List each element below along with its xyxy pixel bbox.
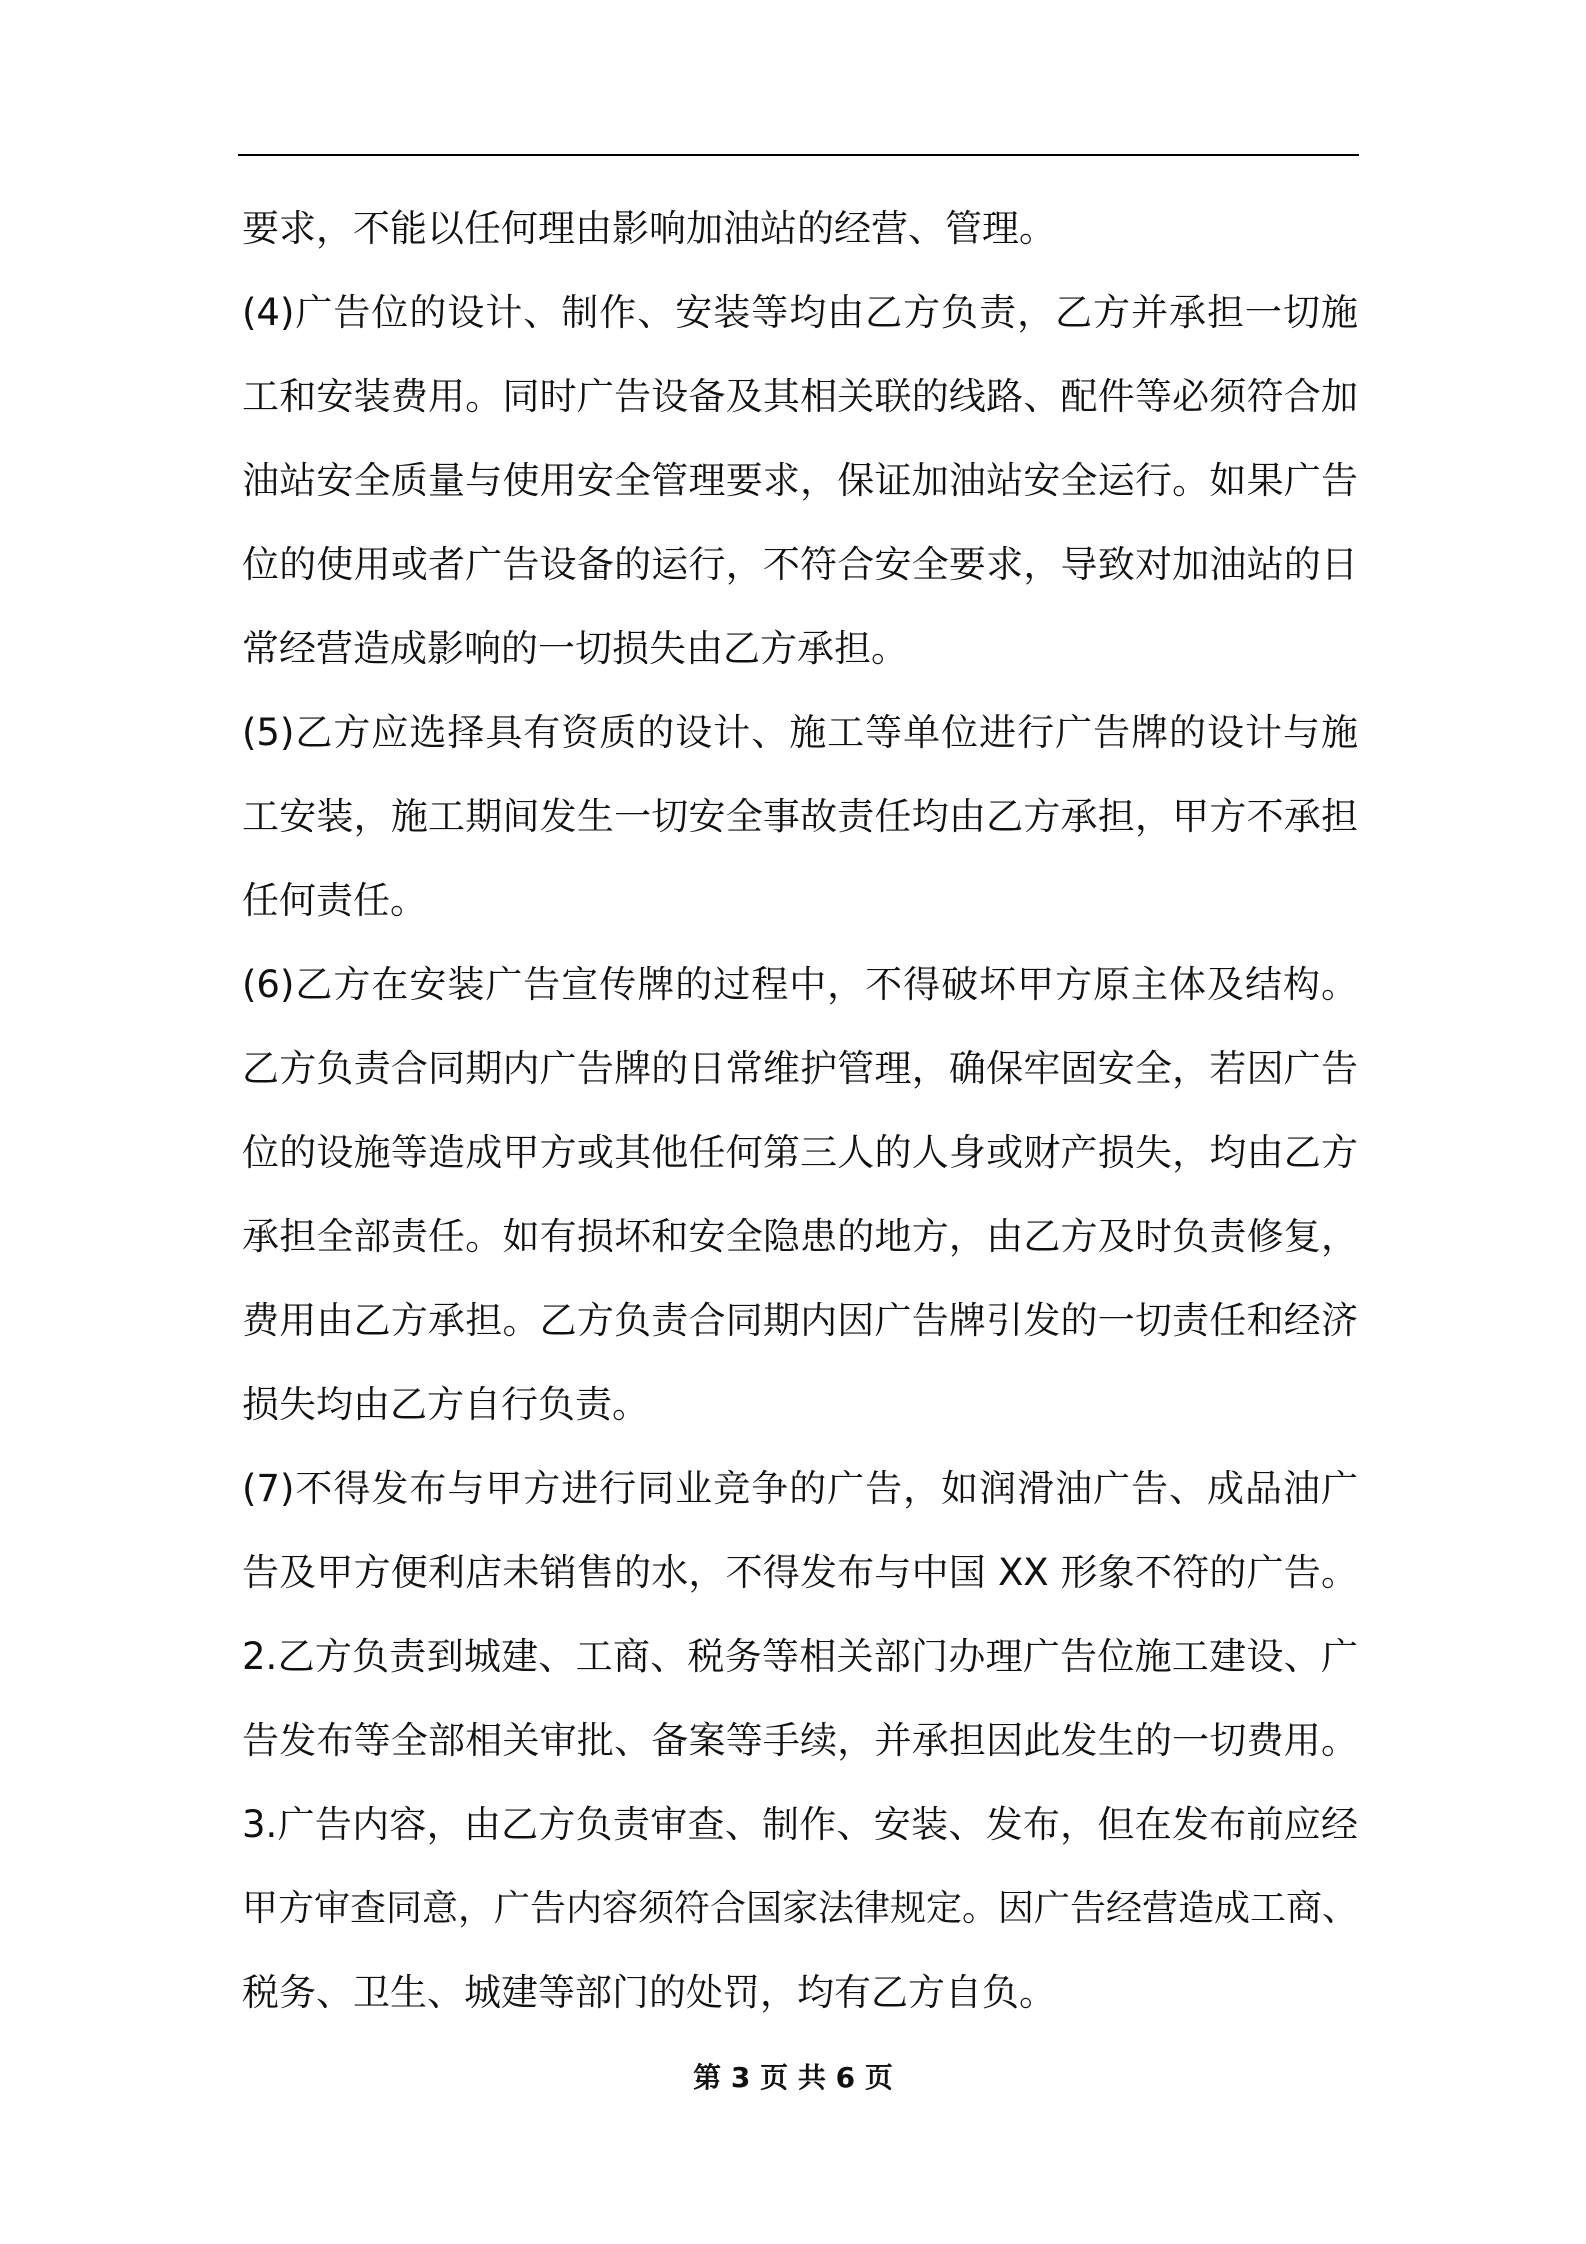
body-text: [242, 187, 1358, 2035]
text-line: (4)广告位的设计、制作、安装等均由乙方负责，乙方并承担一切施: [242, 291, 1358, 334]
text-line: 油站安全质量与使用安全管理要求，保证加油站安全运行。如果广告: [242, 459, 1358, 502]
text-line: 常经营造成影响的一切损失由乙方承担。: [242, 627, 908, 670]
text-line: 税务、卫生、城建等部门的处罚，均有乙方自负。: [242, 1971, 1056, 2014]
text-line: 位的设施等造成甲方或其他任何第三人的人身或财产损失，均由乙方: [242, 1131, 1358, 1174]
text-line: 承担全部责任。如有损坏和安全隐患的地方，由乙方及时负责修复，: [242, 1215, 1358, 1258]
text-line: 告发布等全部相关审批、备案等手续，并承担因此发生的一切费用。: [242, 1719, 1358, 1762]
text-line: 费用由乙方承担。乙方负责合同期内因广告牌引发的一切责任和经济: [242, 1299, 1358, 1342]
text-line: 位的使用或者广告设备的运行，不符合安全要求，导致对加油站的日: [242, 543, 1358, 586]
text-line: 告及甲方便利店未销售的水，不得发布与中国 XX 形象不符的广告。: [242, 1551, 1358, 1594]
text-line: (7)不得发布与甲方进行同业竞争的广告，如润滑油广告、成品油广: [242, 1467, 1358, 1510]
text-line: 2.乙方负责到城建、工商、税务等相关部门办理广告位施工建设、广: [242, 1635, 1358, 1678]
page-number-footer: 第 3 页 共 6 页: [693, 2061, 893, 2094]
text-line: 任何责任。: [242, 879, 427, 922]
text-line: 工安装，施工期间发生一切安全事故责任均由乙方承担，甲方不承担: [242, 795, 1358, 838]
text-line: 乙方负责合同期内广告牌的日常维护管理，确保牢固安全，若因广告: [242, 1047, 1358, 1090]
text-line: 要求，不能以任何理由影响加油站的经营、管理。: [242, 207, 1056, 250]
text-line: 3.广告内容，由乙方负责审查、制作、安装、发布，但在发布前应经: [242, 1803, 1358, 1846]
text-line: 损失均由乙方自行负责。: [242, 1383, 649, 1426]
text-line: (5)乙方应选择具有资质的设计、施工等单位进行广告牌的设计与施: [242, 711, 1358, 754]
text-line: 工和安装费用。同时广告设备及其相关联的线路、配件等必须符合加: [242, 375, 1358, 418]
text-line: (6)乙方在安装广告宣传牌的过程中，不得破坏甲方原主体及结构。: [242, 963, 1358, 1006]
header-rule: [238, 154, 1359, 156]
text-line: 甲方审查同意，广告内容须符合国家法律规定。因广告经营造成工商、: [242, 1888, 1358, 1929]
